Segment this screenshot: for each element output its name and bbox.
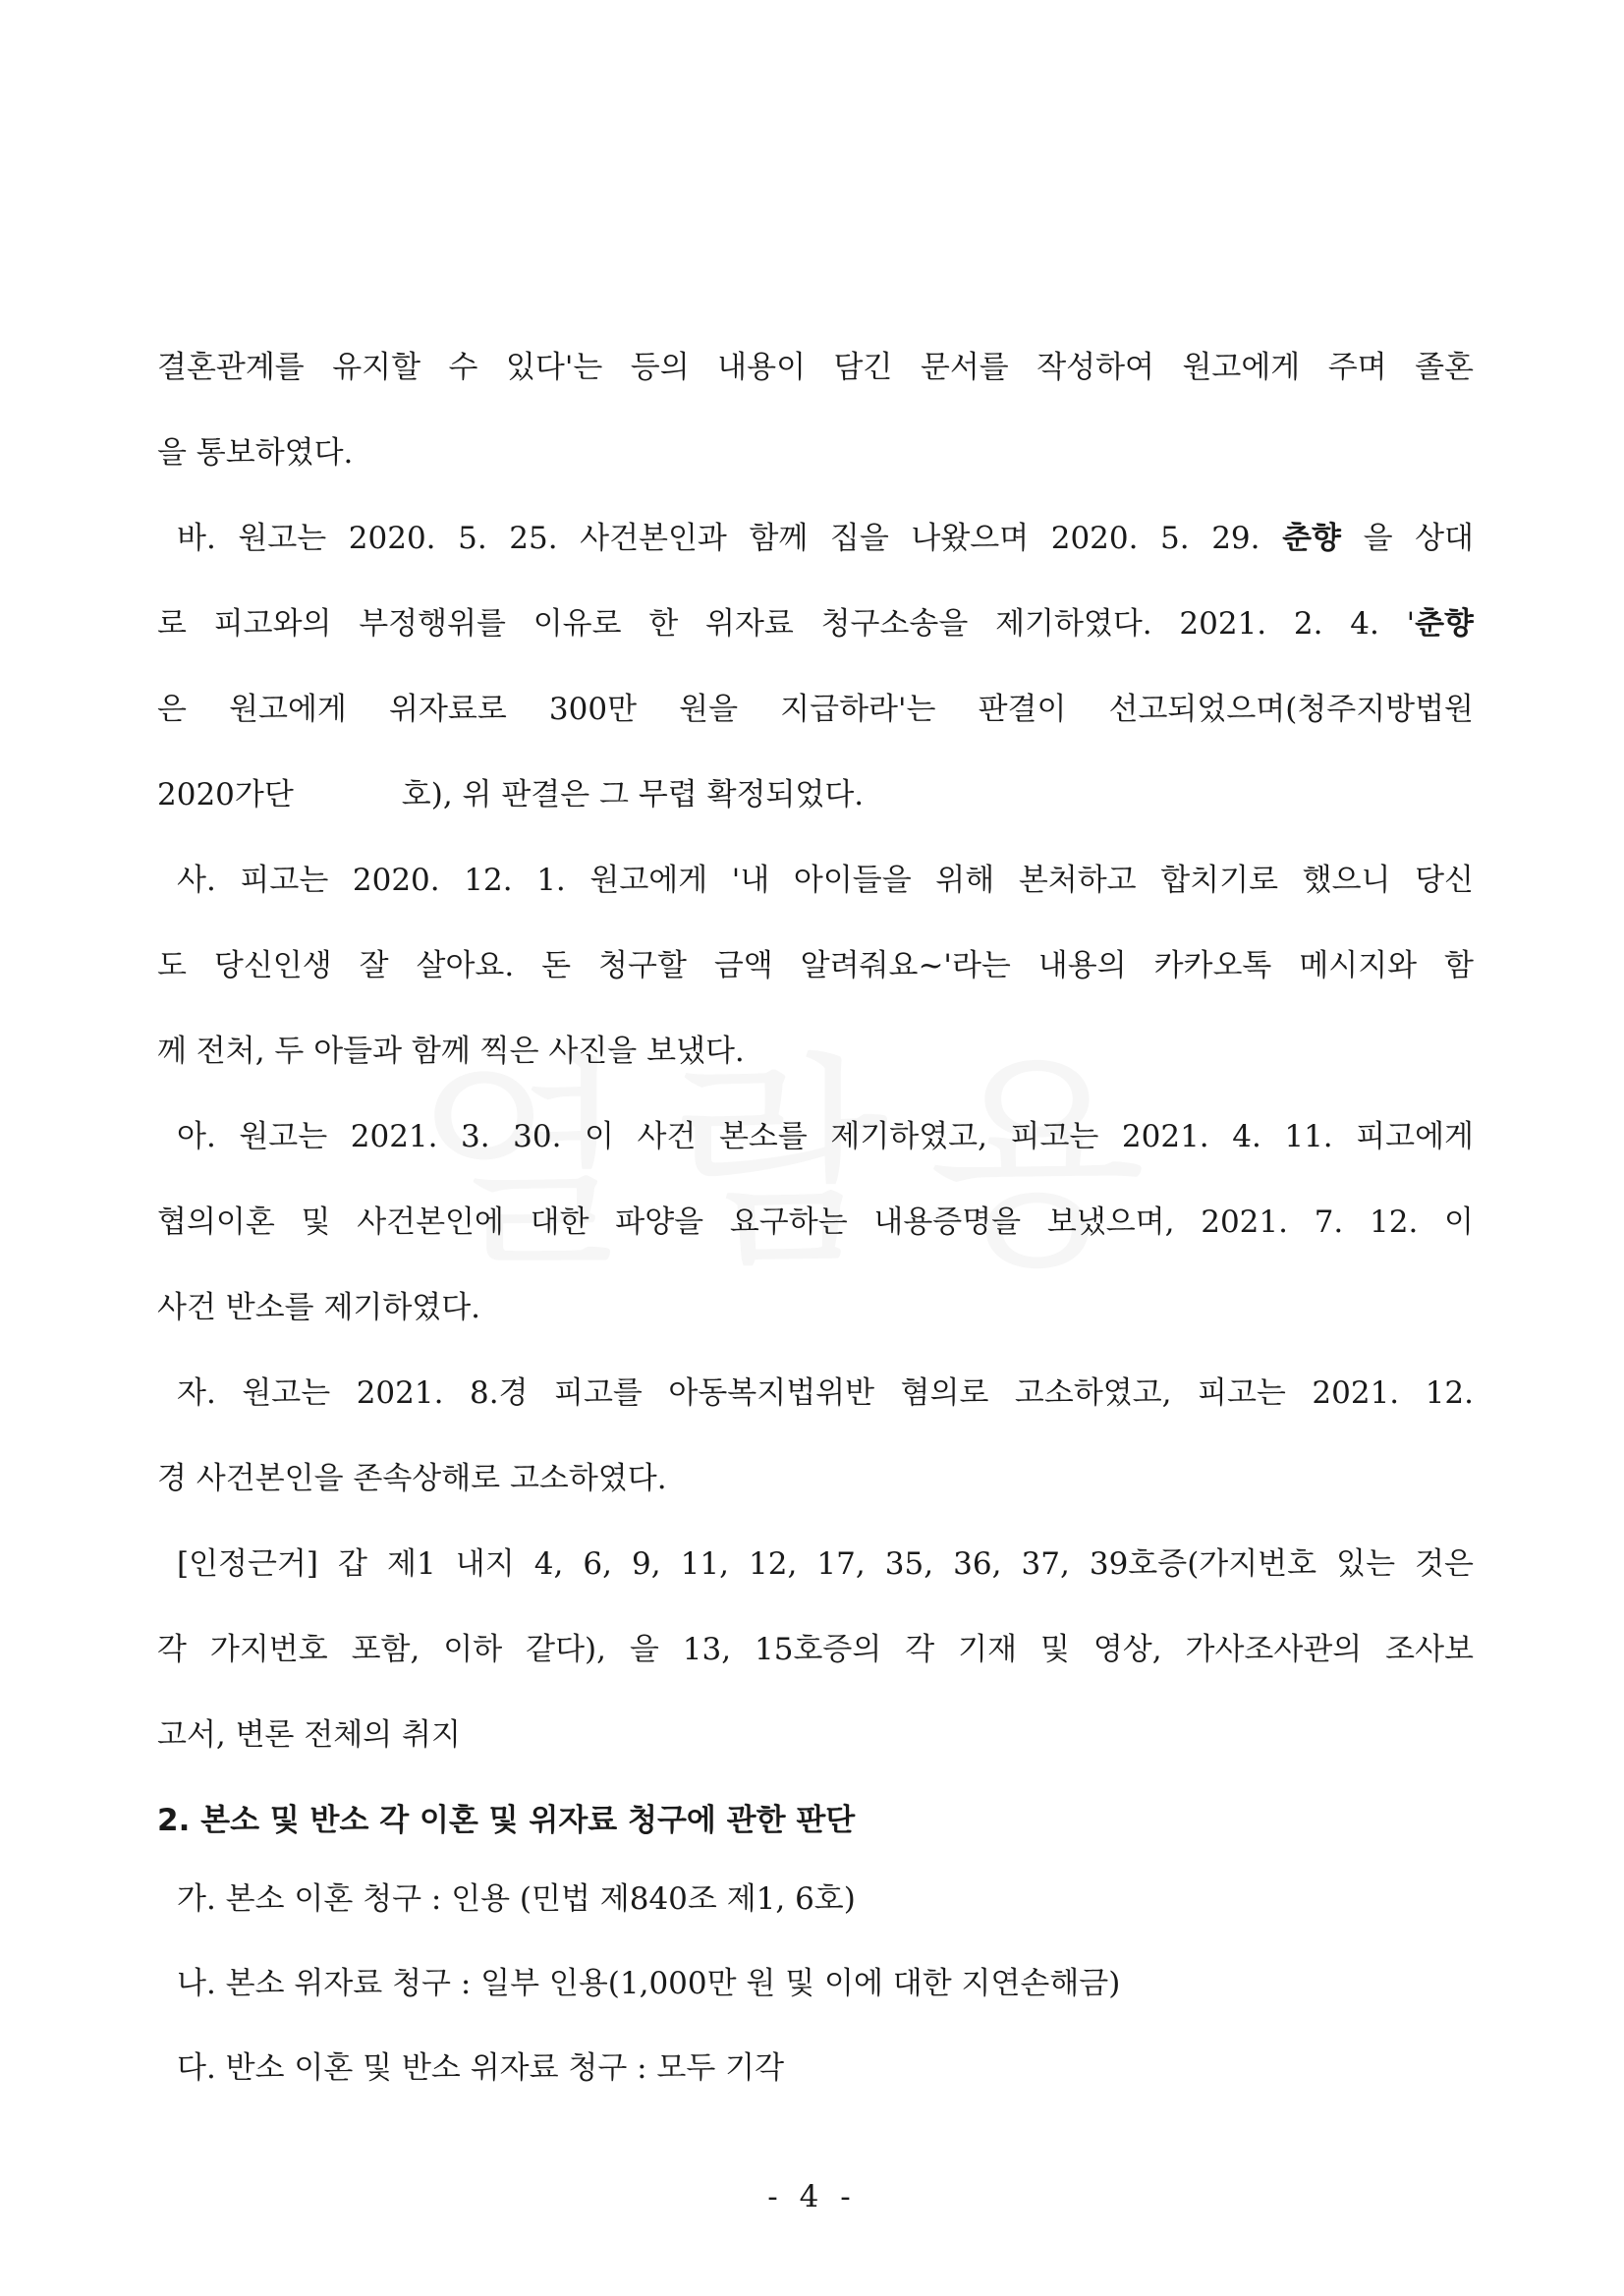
paragraph-line: 협의이혼 및 사건본인에 대한 파양을 요구하는 내용증명을 보냈으며, 2021. 7. 12. 이 [157,1204,1474,1240]
redacted-name: 춘향 [1415,606,1474,642]
paragraph-line: 을 통보하였다. [157,435,354,471]
paragraph-line [157,595,1474,681]
paragraph-line: 경 사건본인을 존속상해로 고소하였다. [157,1461,667,1496]
body-text [157,339,1474,2124]
page-number: - 4 - [767,2179,857,2214]
paragraph-line: 사. 피고는 2020. 12. 1. 원고에게 '내 아이들을 위해 본처하고 합치기로 했으니 당신 [177,863,1474,898]
paragraph-line: 아. 원고는 2021. 3. 30. 이 사건 본소를 제기하였고, 피고는 2021. 4. 11. 피고에게 [177,1119,1474,1154]
case-number-prefix: 2020가단 [157,777,294,812]
judgment-item: 나. 본소 위자료 청구 : 일부 인용(1,000만 원 및 이에 대한 지연손해금) [177,1966,1121,2001]
line-text: 바. 원고는 2020. 5. 25. 사건본인과 함께 집을 나왔으며 2020. 5. 29. [177,521,1260,556]
line-text: 호), 위 판결은 그 무렵 확정되었다. [401,777,865,812]
paragraph-line: 사건 반소를 제기하였다. [157,1290,481,1325]
paragraph-line: 께 전처, 두 아들과 함께 찍은 사진을 보냈다. [157,1034,745,1069]
paragraph-line [157,510,1474,595]
paragraph-line: 은 원고에게 위자료로 300만 원을 지급하라'는 판결이 선고되었으며(청주지방법원 [157,692,1474,727]
paragraph-line [157,766,1474,852]
line-text: 로 피고와의 부정행위를 이유로 한 위자료 청구소송을 제기하였다. 2021. 2. 4. ' [157,606,1416,642]
paragraph-line: 결혼관계를 유지할 수 있다'는 등의 내용이 담긴 문서를 작성하여 원고에게 주며 졸혼 [157,350,1474,385]
judgment-item: 가. 본소 이혼 청구 : 인용 (민법 제840조 제1, 6호) [177,1881,856,1917]
paragraph-line: 도 당신인생 잘 살아요. 돈 청구할 금액 알려줘요~'라는 내용의 카카오톡 메시지와 함 [157,948,1474,983]
paragraph-line: 각 가지번호 포함, 이하 같다), 을 13, 15호증의 각 기재 및 영상, 가사조사관의 조사보 [157,1632,1474,1667]
redacted-name: 춘향 [1282,521,1341,556]
judgment-item: 다. 반소 이혼 및 반소 위자료 청구 : 모두 기각 [177,2050,785,2086]
line-text: 을 상대 [1363,521,1474,556]
section-heading: 2. 본소 및 반소 각 이혼 및 위자료 청구에 관한 판단 [157,1803,856,1838]
paragraph-line: [인정근거] 갑 제1 내지 4, 6, 9, 11, 12, 17, 35, 36, 37, 39호증(가지번호 있는 것은 [177,1546,1474,1582]
paragraph-line: 고서, 변론 전체의 취지 [157,1717,461,1753]
paragraph-line: 자. 원고는 2021. 8.경 피고를 아동복지법위반 혐의로 고소하였고, 피고는 2021. 12. [177,1375,1474,1411]
